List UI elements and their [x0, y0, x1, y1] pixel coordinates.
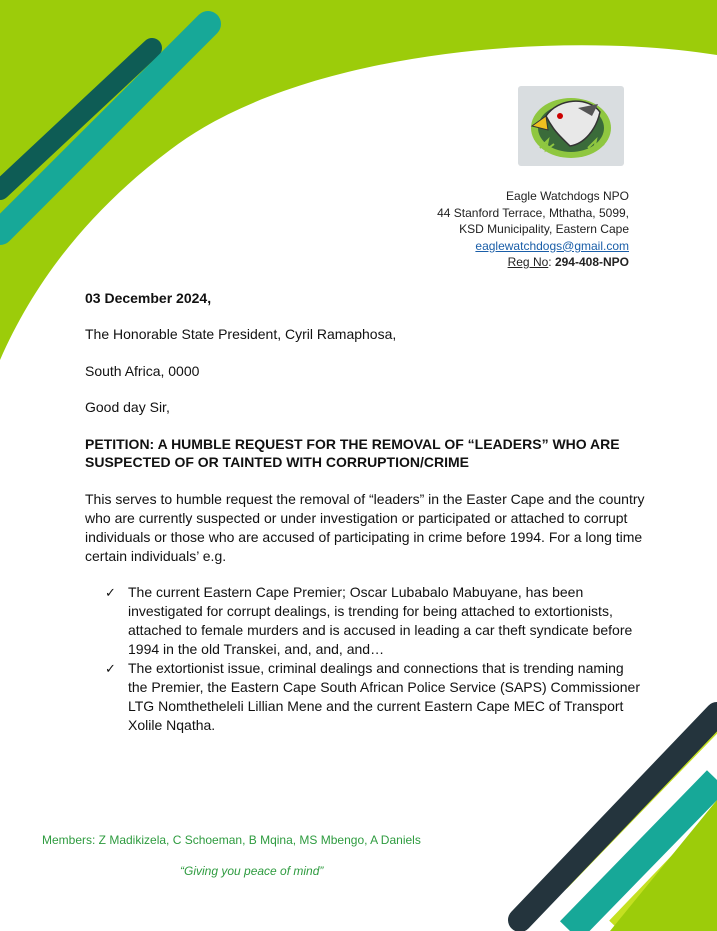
- tagline: “Giving you peace of mind”: [180, 864, 324, 878]
- checkmark-icon: ✓: [105, 585, 116, 600]
- list-item: [105, 659, 645, 735]
- bullet-text: The extortionist issue, criminal dealings and connections that is trending naming the Premier, the Eastern Cape South African Police Service (SAPS) Commissioner LTG Nomthetheleli Lillian Mene and the current Eastern Cape MEC of Transport Xolile Nqatha.: [128, 660, 640, 733]
- top-lime-swoosh: [0, 0, 717, 360]
- recipient: The Honorable State President, Cyril Ramaphosa,: [85, 326, 397, 342]
- greeting: Good day Sir,: [85, 399, 170, 415]
- reg-separator: :: [548, 255, 555, 269]
- email-link[interactable]: eaglewatchdogs@gmail.com: [475, 238, 629, 253]
- sender-block: [437, 188, 629, 271]
- checkmark-icon: ✓: [105, 661, 116, 676]
- body-paragraph: This serves to humble request the removal of “leaders” in the Easter Cape and the country who are currently suspected or under investigation or participated or attached to corrupt individuals or those who are accused of participating in crime before 1994. For a long time certain individuals’ e.g.: [85, 491, 645, 564]
- address-line-1: 44 Stanford Terrace, Mthatha, 5099,: [437, 205, 629, 220]
- bullet-text: The current Eastern Cape Premier; Oscar Lubabalo Mabuyane, has been investigated for corrupt dealings, is trending for being attached to extortionists, attached to female murders and is accused in leading a car theft syndicate before 1994 in the old Transkei, and, and, and…: [128, 584, 633, 657]
- letter-date: 03 December 2024,: [85, 290, 212, 306]
- bullet-list: [105, 583, 645, 735]
- address-line-2: KSD Municipality, Eastern Cape: [459, 222, 629, 236]
- registration-line: [437, 254, 629, 271]
- members-line: Members: Z Madikizela, C Schoeman, B Mqina, MS Mbengo, A Daniels: [42, 833, 421, 847]
- recipient-address: South Africa, 0000: [85, 363, 200, 379]
- reg-label: Reg No: [507, 255, 549, 269]
- organization-logo: [518, 86, 624, 166]
- subject-heading: PETITION: A HUMBLE REQUEST FOR THE REMOVAL OF “LEADERS” WHO ARE SUSPECTED OF OR TAINTED WITH CORRUPTION/CRIME: [85, 436, 620, 470]
- reg-value: 294-408-NPO: [554, 255, 629, 269]
- eagle-head-icon: [518, 86, 624, 166]
- list-item: [105, 583, 645, 659]
- organization-name: Eagle Watchdogs NPO: [506, 189, 629, 203]
